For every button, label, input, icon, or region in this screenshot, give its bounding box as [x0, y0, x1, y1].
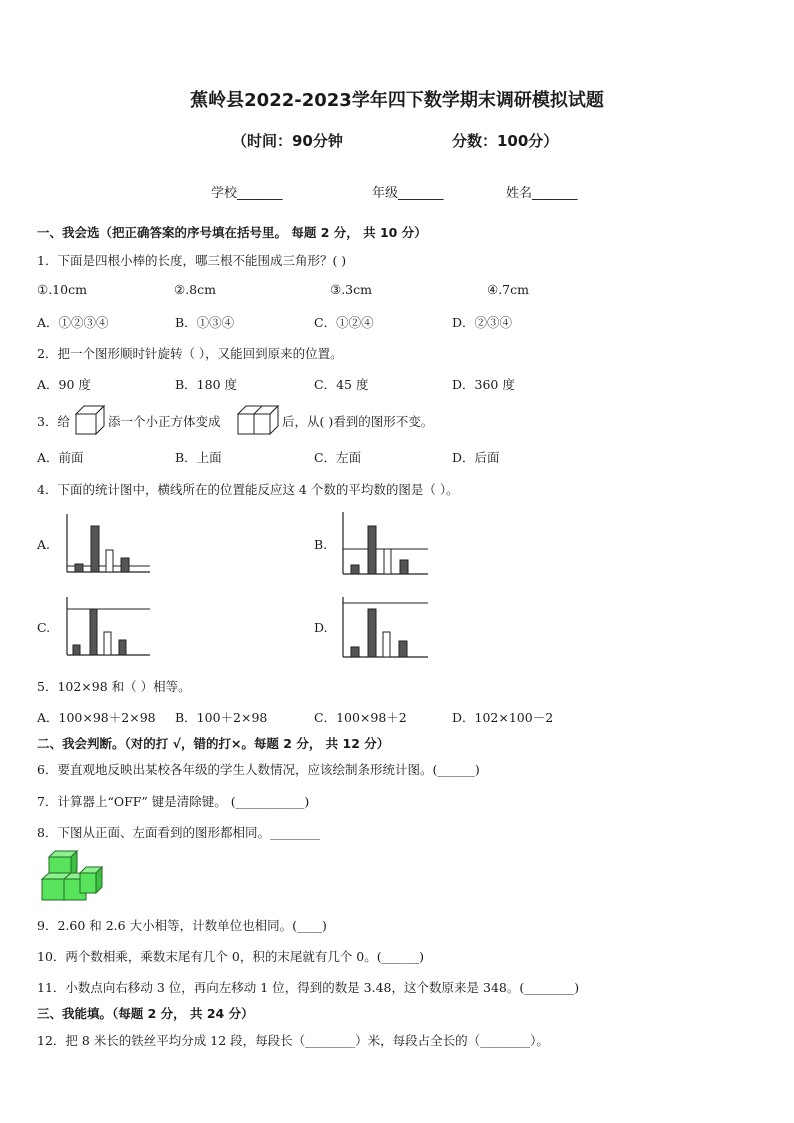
q3-option-d[interactable]: D．后面: [452, 450, 500, 465]
green-cubes-figure: [40, 849, 104, 903]
q1-option-d[interactable]: D．②③④: [452, 315, 513, 330]
q3-option-c[interactable]: C．左面: [314, 450, 362, 465]
section-3-heading: 三、我能填。（每题 2 分， 共 24 分）: [37, 1006, 254, 1021]
question-4: 4．下面的统计图中，横线所在的位置能反应这 4 个数的平均数的图是（ ）。: [37, 482, 459, 497]
question-10: 10．两个数相乘，乘数末尾有几个 0，积的末尾就有几个 0。(______): [37, 949, 425, 964]
q4-label-a[interactable]: A.: [37, 537, 51, 552]
q5-option-d[interactable]: D．102×100－2: [452, 710, 554, 725]
q1-item-2: ②.8cm: [174, 282, 216, 297]
grade-field[interactable]: 年级_______: [372, 186, 444, 201]
q1-option-b[interactable]: B．①③④: [175, 315, 235, 330]
q1-item-1: ①.10cm: [37, 282, 87, 297]
question-9: 9．2.60 和 2.6 大小相等，计数单位也相同。(____): [37, 918, 327, 933]
question-6: 6．要直观地反映出某校各年级的学生人数情况，应该绘制条形统计图。(______): [37, 762, 480, 777]
question-7: 7．计算器上“OFF” 键是清除键。 (___________): [37, 794, 310, 809]
q2-option-a[interactable]: A．90 度: [37, 377, 91, 392]
q2-option-d[interactable]: D．360 度: [452, 377, 515, 392]
q2-option-b[interactable]: B．180 度: [175, 377, 238, 392]
q4-graph-a[interactable]: [62, 514, 152, 576]
q3-option-b[interactable]: B．上面: [175, 450, 222, 465]
q1-item-4: ④.7cm: [487, 282, 529, 297]
q5-option-a[interactable]: A．100×98＋2×98: [37, 710, 156, 725]
name-field[interactable]: 姓名_______: [506, 186, 578, 201]
page-title: 蕉岭县2022-2023学年四下数学期末调研模拟试题: [190, 90, 604, 111]
q5-option-b[interactable]: B．100＋2×98: [175, 710, 268, 725]
total-score: 分数：100分）: [452, 132, 559, 150]
question-3-part-1: 3．给: [37, 414, 70, 429]
section-1-heading: 一、我会选（把正确答案的序号填在括号里。 每题 2 分， 共 10 分）: [37, 225, 427, 240]
q1-option-a[interactable]: A．①②③④: [37, 315, 109, 330]
single-cube-figure: [74, 404, 106, 436]
question-1: 1．下面是四根小棒的长度，哪三根不能围成三角形？( ): [37, 253, 347, 268]
question-12: 12．把 8 米长的铁丝平均分成 12 段，每段长（________）米，每段占全长的（________）。: [37, 1033, 549, 1048]
question-3-part-3: 后，从( )看到的图形不变。: [282, 414, 434, 429]
q1-item-3: ③.3cm: [330, 282, 372, 297]
q1-option-c[interactable]: C．①②④: [314, 315, 374, 330]
q4-graph-b[interactable]: [338, 512, 430, 576]
q4-label-b[interactable]: B.: [314, 537, 328, 552]
q3-option-a[interactable]: A．前面: [37, 450, 84, 465]
time-limit: （时间：90分钟: [232, 132, 343, 150]
q4-label-c[interactable]: C.: [37, 620, 51, 635]
q5-option-c[interactable]: C．100×98＋2: [314, 710, 407, 725]
question-5: 5．102×98 和（ ）相等。: [37, 679, 191, 694]
question-3-part-2: 添一个小正方体变成: [108, 414, 221, 429]
two-cubes-figure: [236, 404, 280, 436]
q4-graph-c[interactable]: [62, 597, 152, 659]
question-2: 2．把一个图形顺时针旋转（ ），又能回到原来的位置。: [37, 346, 343, 361]
q4-graph-d[interactable]: [338, 597, 430, 659]
question-11: 11．小数点向右移动 3 位，再向左移动 1 位，得到的数是 3.48，这个数原来是 348。(________): [37, 980, 580, 995]
section-2-heading: 二、我会判断。（对的打 √，错的打×。每题 2 分， 共 12 分）: [37, 736, 390, 751]
q4-label-d[interactable]: D.: [314, 620, 328, 635]
school-field[interactable]: 学校_______: [211, 186, 283, 201]
question-8: 8．下图从正面、左面看到的图形都相同。________: [37, 825, 320, 840]
q2-option-c[interactable]: C．45 度: [314, 377, 369, 392]
